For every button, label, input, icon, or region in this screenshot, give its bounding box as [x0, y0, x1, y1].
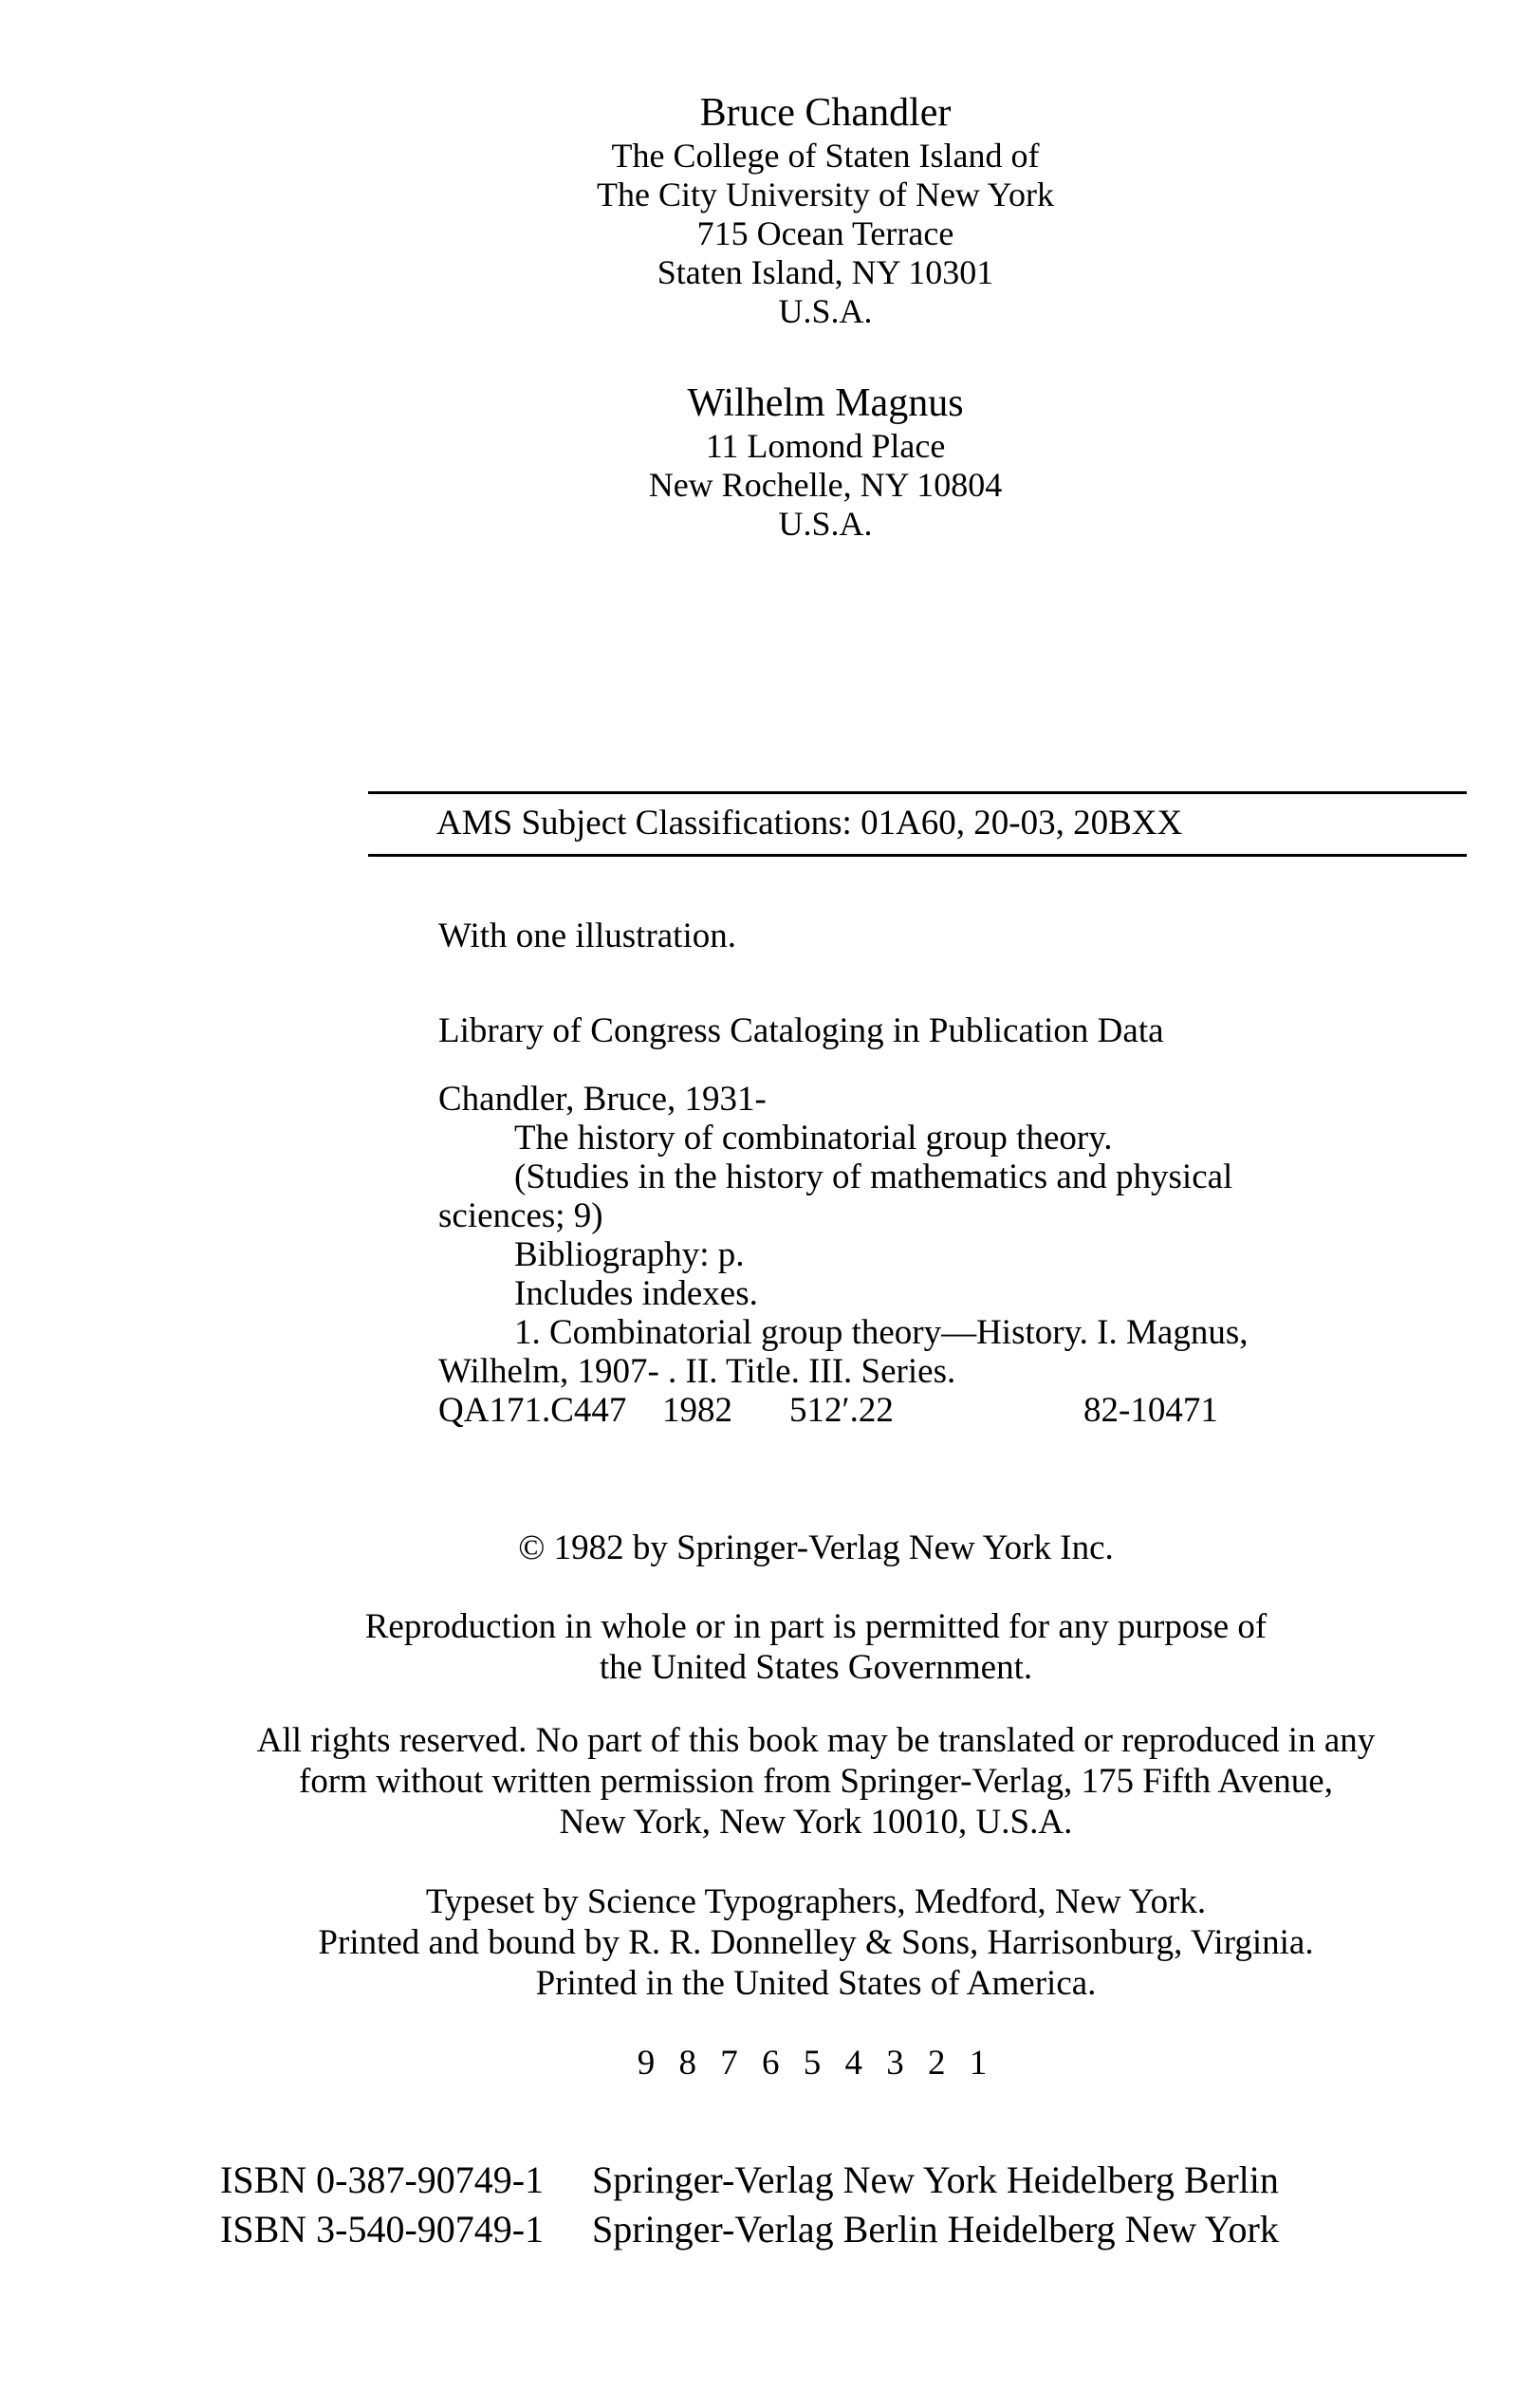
address-line: 715 Ocean Terrace	[696, 214, 954, 252]
cip-line: The history of combinatorial group theory.	[514, 1119, 1113, 1158]
bottom-rule	[368, 854, 1467, 857]
rights-notice	[152, 1720, 1480, 1843]
isbn-publisher: Springer-Verlag New York Heidelberg Berlin	[592, 2158, 1279, 2201]
notice-line: Printed and bound by R. R. Donnelley & Sons, Harrisonburg, Virginia.	[318, 1923, 1314, 1962]
address-line: U.S.A.	[778, 505, 873, 543]
notice-line: Typeset by Science Typographers, Medford, New York.	[425, 1882, 1207, 1921]
cip-line: Includes indexes.	[514, 1274, 758, 1313]
illustration-note: With one illustration.	[438, 917, 736, 955]
cip-line: 1. Combinatorial group theory—History. I. Magnus,	[514, 1313, 1249, 1352]
reproduction-notice	[152, 1606, 1480, 1688]
isbn-number: ISBN 0-387-90749-1	[220, 2158, 545, 2201]
author-name: Wilhelm Magnus	[687, 381, 964, 425]
copyright-notice: © 1982 by Springer-Verlag New York Inc.	[518, 1528, 1114, 1567]
address-line: The College of Staten Island of	[611, 137, 1040, 175]
call-number-year: 1982	[662, 1391, 732, 1430]
cip-line: Wilhelm, 1907- . II. Title. III. Series.	[438, 1352, 956, 1391]
isbn-publisher: Springer-Verlag Berlin Heidelberg New York	[592, 2208, 1279, 2251]
author-block-chandler	[493, 89, 1157, 331]
print-line: 9 8 7 6 5 4 3 2 1	[637, 2044, 995, 2083]
cip-heading: Library of Congress Cataloging in Publication Data	[438, 1011, 1164, 1050]
notice-line: Printed in the United States of America.	[535, 1964, 1097, 2003]
isbn-number: ISBN 3-540-90749-1	[220, 2208, 545, 2251]
notice-line: All rights reserved. No part of this book may be translated or reproduced in any	[256, 1721, 1376, 1760]
cip-line: Bibliography: p.	[514, 1235, 745, 1274]
notice-line: Reproduction in whole or in part is permitted for any purpose of	[364, 1607, 1268, 1646]
address-line: The City University of New York	[597, 176, 1054, 213]
address-line: Staten Island, NY 10301	[657, 253, 994, 291]
call-number-row	[438, 1391, 1248, 1430]
notice-line: the United States Government.	[599, 1648, 1033, 1687]
dewey-number: 512′.22	[789, 1391, 894, 1430]
author-name: Bruce Chandler	[699, 91, 952, 135]
printing-notice	[152, 1881, 1480, 2004]
cip-line: sciences; 9)	[438, 1196, 603, 1235]
cip-entry: Chandler, Bruce, 1931-	[438, 1080, 767, 1119]
address-line: New Rochelle, NY 10804	[648, 466, 1003, 504]
notice-line: New York, New York 10010, U.S.A.	[559, 1803, 1073, 1842]
address-line: 11 Lomond Place	[705, 427, 946, 465]
lc-call-number: QA171.C447	[438, 1391, 627, 1430]
address-line: U.S.A.	[778, 292, 873, 330]
cip-record	[438, 1080, 1248, 1430]
author-block-magnus	[493, 380, 1157, 544]
ams-classification: AMS Subject Classifications: 01A60, 20-03, 20BXX	[436, 804, 1183, 843]
notice-line: form without written permission from Springer-Verlag, 175 Fifth Avenue,	[299, 1762, 1333, 1801]
lccn: 82-10471	[1083, 1391, 1218, 1430]
top-rule	[368, 791, 1467, 794]
cip-line: (Studies in the history of mathematics and physical	[514, 1158, 1233, 1196]
